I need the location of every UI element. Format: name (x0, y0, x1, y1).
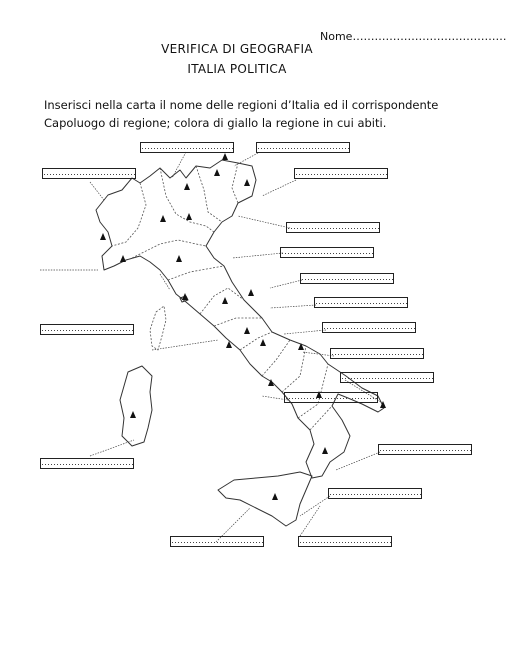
answer-box-5[interactable] (286, 222, 380, 233)
answer-box-16[interactable] (328, 488, 422, 499)
answer-box-14[interactable] (378, 444, 472, 455)
answer-box-2[interactable] (256, 142, 350, 153)
answer-box-18[interactable] (170, 536, 264, 547)
corsica-outline (150, 306, 166, 350)
answer-box-7[interactable] (300, 273, 394, 284)
answer-box-4[interactable] (294, 168, 388, 179)
answer-box-1[interactable] (140, 142, 234, 153)
answer-box-6[interactable] (280, 247, 374, 258)
answer-box-3[interactable] (42, 168, 136, 179)
answer-box-10[interactable] (322, 322, 416, 333)
instructions-line-2: Capoluogo di regione; colora di giallo la regione in cui abiti. (44, 116, 387, 130)
answer-box-17[interactable] (298, 536, 392, 547)
answer-box-15[interactable] (40, 458, 134, 469)
answer-box-9[interactable] (40, 324, 134, 335)
answer-box-13[interactable] (284, 392, 378, 403)
instructions-line-1: Inserisci nella carta il nome delle regioni d’Italia ed il corrispondente (44, 98, 439, 112)
answer-box-11[interactable] (330, 348, 424, 359)
italy-mainland-outline (96, 160, 384, 478)
sardinia-outline (120, 366, 152, 446)
worksheet-title: VERIFICA DI GEOGRAFIA (161, 42, 313, 56)
name-dots: …………………………………… (352, 30, 506, 43)
answer-box-8[interactable] (314, 297, 408, 308)
sicily-outline (218, 472, 312, 526)
answer-box-12[interactable] (340, 372, 434, 383)
name-label: Nome (320, 30, 353, 43)
worksheet-subtitle: ITALIA POLITICA (187, 62, 287, 76)
